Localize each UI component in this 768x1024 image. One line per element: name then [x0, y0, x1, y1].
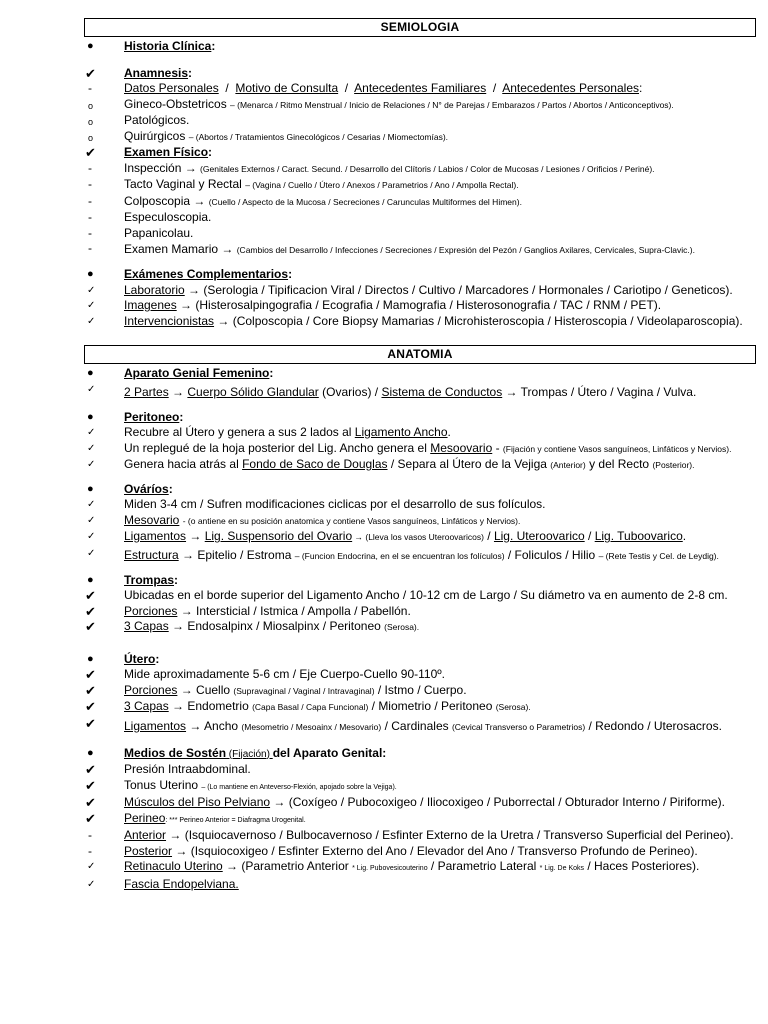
checkmark-icon: ✓ — [87, 878, 96, 890]
list-item-peritoneo-1: ✓ Recubre al Útero y genera a sus 2 lados al Ligamento Ancho. — [87, 425, 451, 439]
circle-bullet-icon: o — [88, 132, 94, 143]
checkmark-icon: ✓ — [87, 300, 96, 311]
list-item-examen-fisico: ✔ Examen Físico: — [85, 145, 213, 160]
checkmark-icon: ✓ — [87, 315, 96, 327]
bullet-dot-icon: ● — [87, 573, 94, 586]
list-item-perineo: ✔ Perineo: *** Perineo Anterior = Diafragma Urogenital. — [85, 810, 306, 826]
list-item-utero-ligamentos: ✔ Ligamentos → Ancho (Mesometrio / Mesoainx / Mesovario) / Cardinales (Cevical Transverso o Parametrios) / Redondo / Uterosacros. — [85, 715, 722, 733]
checkmark-icon: ✔ — [85, 795, 96, 810]
checkmark-icon: ✔ — [85, 699, 96, 714]
list-item-peritoneo-3: ✓ Genera hacia atrás al Fondo de Saco de Douglas / Separa al Útero de la Vejiga (Anterior) y del Recto (Posterior). — [87, 457, 695, 471]
list-item-mamario: - Examen Mamario → (Cambios del Desarrollo / Infecciones / Secreciones / Expresión del Pezón / Ganglios Axilares, Cervicales, Supra-Clavic.). — [88, 241, 695, 256]
list-item-trompas-porciones: ✔ Porciones → Intersticial / Istmica / Ampolla / Pabellón. — [85, 603, 411, 619]
list-item-partes: ✓ 2 Partes → Cuerpo Sólido Glandular (Ovarios) / Sistema de Conductos → Trompas / Útero / Vagina / Vulva. — [87, 383, 697, 399]
document-page — [84, 18, 756, 892]
checkmark-icon: ✓ — [87, 547, 96, 559]
list-item-utero-1: ✔ Mide aproximadamente 5-6 cm / Eje Cuerpo-Cuello 90-110º. — [85, 667, 445, 682]
checkmark-icon: ✓ — [87, 459, 96, 470]
dash-bullet-icon: - — [88, 210, 92, 224]
list-item-anamnesis-datos: - Datos Personales / Motivo de Consulta / Antecedentes Familiares / Antecedentes Personales: — [88, 81, 643, 95]
checkmark-icon: ✓ — [87, 284, 96, 296]
dash-bullet-icon: - — [88, 843, 92, 858]
bullet-dot-icon: ● — [87, 746, 94, 759]
checkmark-icon: ✓ — [87, 499, 96, 510]
checkmark-icon: ✔ — [85, 762, 96, 777]
checkmark-icon: ✔ — [85, 65, 96, 81]
dash-bullet-icon: - — [88, 160, 92, 175]
checkmark-icon: ✔ — [85, 588, 96, 603]
circle-bullet-icon: o — [88, 100, 94, 111]
checkmark-icon: ✓ — [87, 861, 96, 872]
list-item-patologicos: o Patológicos. — [84, 113, 756, 129]
list-item-historia: ● Historia Clínica: — [87, 39, 216, 53]
bullet-dot-icon: ● — [87, 40, 94, 52]
list-item-ovarios: ● Ováríos: — [87, 481, 173, 496]
checkmark-icon: ✓ — [87, 383, 96, 395]
dash-bullet-icon: - — [88, 828, 92, 842]
dash-bullet-icon: - — [88, 241, 92, 255]
checkmark-icon: ✔ — [85, 145, 96, 160]
list-item-fascia: ✓ Fascia Endopelviana. — [87, 876, 239, 891]
list-item-ligamentos-ovario: ✓ Ligamentos → Lig. Suspensorio del Ovario → (Lleva los vasos Uteroovaricos) / Lig. Uteroovarico / Lig. Tuboovarico. — [87, 529, 687, 543]
list-item-utero: ● Útero: — [87, 651, 160, 666]
checkmark-icon: ✔ — [85, 682, 96, 698]
checkmark-icon: ✓ — [87, 442, 96, 454]
list-item-peritoneo-2: ✓ Un replegué de la hoja posterior del Lig. Ancho genera el Mesoovario - (Fijación y contiene Vasos sanguíneos, Linfáticos y Nervios). — [87, 440, 732, 455]
list-item-mesovario: ✓ Mesovario - (o antiene en su posición anatomica y contiene Vasos sanguíneos, Linfáticos y Nervios). — [87, 512, 521, 527]
bullet-dot-icon: ● — [87, 367, 94, 379]
list-item-colposcopia: - Colposcopia → (Cuello / Aspecto de la Mucosa / Secreciones / Carunculas Multiformes del Himen). — [88, 193, 522, 208]
list-item-musculos: ✔ Músculos del Piso Pelviano → (Coxígeo / Pubocoxigeo / Iliocoxigeo / Puborrectal / Obturador Interno / Piriforme). — [85, 795, 725, 810]
list-item-laboratorio: ✓ Laboratorio → (Serologia / Tipificacion Viral / Directos / Cultivo / Marcadores / Hormonales / Cariotipo / Geneticos). — [87, 282, 733, 297]
list-item-gineco: o Gineco-Obstetricos – (Menarca / Ritmo Menstrual / Inicio de Relaciones / N° de Parejas / Embarazos / Partos / Abortos / Anticonceptivos). — [84, 97, 756, 114]
checkmark-icon: ✓ — [87, 514, 96, 526]
checkmark-icon: ✔ — [85, 619, 96, 634]
checkmark-icon: ✔ — [85, 667, 96, 682]
list-item-papanicolau: - Papanicolau. — [88, 225, 194, 240]
list-item-trompas: ● Trompas: — [87, 572, 179, 587]
list-item-medios: ● Medios de Sostén (Fijación) del Aparato Genital: — [87, 745, 387, 760]
list-item-presion: ✔ Presión Intraabdominal. — [85, 762, 251, 777]
list-item-inspeccion: - Inspección → (Genitales Externos / Caract. Secund. / Desarrollo del Clítoris / Labios / Color de Mucosas / Lesiones / Orificios / Periné). — [88, 160, 655, 175]
circle-bullet-icon: o — [88, 117, 94, 127]
checkmark-icon: ✔ — [85, 603, 96, 619]
list-item-especuloscopia: - Especuloscopia. — [88, 210, 212, 224]
list-item-utero-capas: ✔ 3 Capas → Endometrio (Capa Basal / Capa Funcional) / Miometrio / Peritoneo (Serosa). — [85, 699, 531, 714]
bullet-dot-icon: ● — [87, 652, 94, 665]
list-item-utero-porciones: ✔ Porciones → Cuello (Supravaginal / Vaginal / Intravaginal) / Istmo / Cuerpo. — [85, 682, 467, 698]
list-item-retinaculo: ✓ Retinaculo Uterino → (Parametrio Anterior * Lig. Pubovesicouterino / Parametrio Lateral * Lig. De Koks / Haces Posteriores). — [87, 859, 700, 873]
bullet-dot-icon: ● — [87, 482, 94, 495]
checkmark-icon: ✔ — [85, 777, 96, 793]
list-item-complementarios: ● Exámenes Complementarios: — [87, 267, 293, 281]
list-item-aparato: ● Aparato Genial Femenino: — [87, 366, 274, 380]
list-item-estructura: ✓ Estructura → Epitelio / Estroma – (Funcion Endocrina, en el se encuentran los folículos) / Foliculos / Hilio – (Rete Testis y Cel. de Leydig). — [87, 547, 719, 562]
dash-bullet-icon: - — [88, 177, 92, 191]
dash-bullet-icon: - — [88, 81, 92, 95]
list-item-perineo-posterior: - Posterior → (Isquiocoxigeo / Esfinter Externo del Ano / Elevador del Ano / Transverso Profundo de Perineo). — [88, 843, 698, 858]
list-item-perineo-anterior: - Anterior → (Isquiocavernoso / Bulbocavernoso / Esfinter Externo de la Uretra / Transverso Superficial del Perineo). — [88, 828, 734, 842]
dash-bullet-icon: - — [88, 193, 92, 208]
list-item-ovarios-1: ✓ Miden 3-4 cm / Sufren modificaciones ciclicas por el desarrollo de sus folículos. — [87, 497, 546, 511]
list-item-quirurgicos: o Quirúrgicos – (Abortos / Tratamientos Ginecológicos / Cesarias / Miomectomías). — [84, 129, 756, 146]
section-header-anatomia: ANATOMIA — [84, 345, 756, 364]
bullet-dot-icon: ● — [87, 268, 94, 280]
list-item-anamnesis: ✔ Anamnesis: — [85, 65, 193, 81]
list-item-peritoneo: ● Peritoneo: — [87, 409, 184, 424]
checkmark-icon: ✔ — [85, 810, 96, 826]
checkmark-icon: ✓ — [87, 531, 96, 542]
list-item-imagenes: ✓ Imagenes → (Histerosalpingografia / Ecografia / Mamografia / Histerosonografia / TAC / RNM / PET). — [87, 298, 662, 312]
list-item-trompas-1: ✔ Ubicadas en el borde superior del Ligamento Ancho / 10-12 cm de Largo / Su diámetro va en aumento de 2-8 cm. — [85, 588, 728, 603]
checkmark-icon: ✔ — [85, 715, 96, 731]
section-header-semiologia: SEMIOLOGIA — [84, 18, 756, 37]
bullet-dot-icon: ● — [87, 410, 94, 423]
dash-bullet-icon: - — [88, 225, 92, 240]
list-item-tacto: - Tacto Vaginal y Rectal – (Vagina / Cuello / Útero / Anexos / Parametrios / Ano / Ampolla Rectal). — [88, 177, 519, 191]
list-item-trompas-capas: ✔ 3 Capas → Endosalpinx / Miosalpinx / Peritoneo (Serosa). — [85, 619, 420, 634]
list-item-tonus: ✔ Tonus Uterino – (Lo mantiene en Anteverso-Flexión, apojado sobre la Vejiga). — [85, 777, 397, 793]
list-item-intervencionistas: ✓ Intervencionistas → (Colposcopia / Core Biopsy Mamarias / Microhisteroscopia / Histeroscopia / Videolaparoscopia). — [87, 313, 743, 328]
checkmark-icon: ✓ — [87, 427, 96, 438]
